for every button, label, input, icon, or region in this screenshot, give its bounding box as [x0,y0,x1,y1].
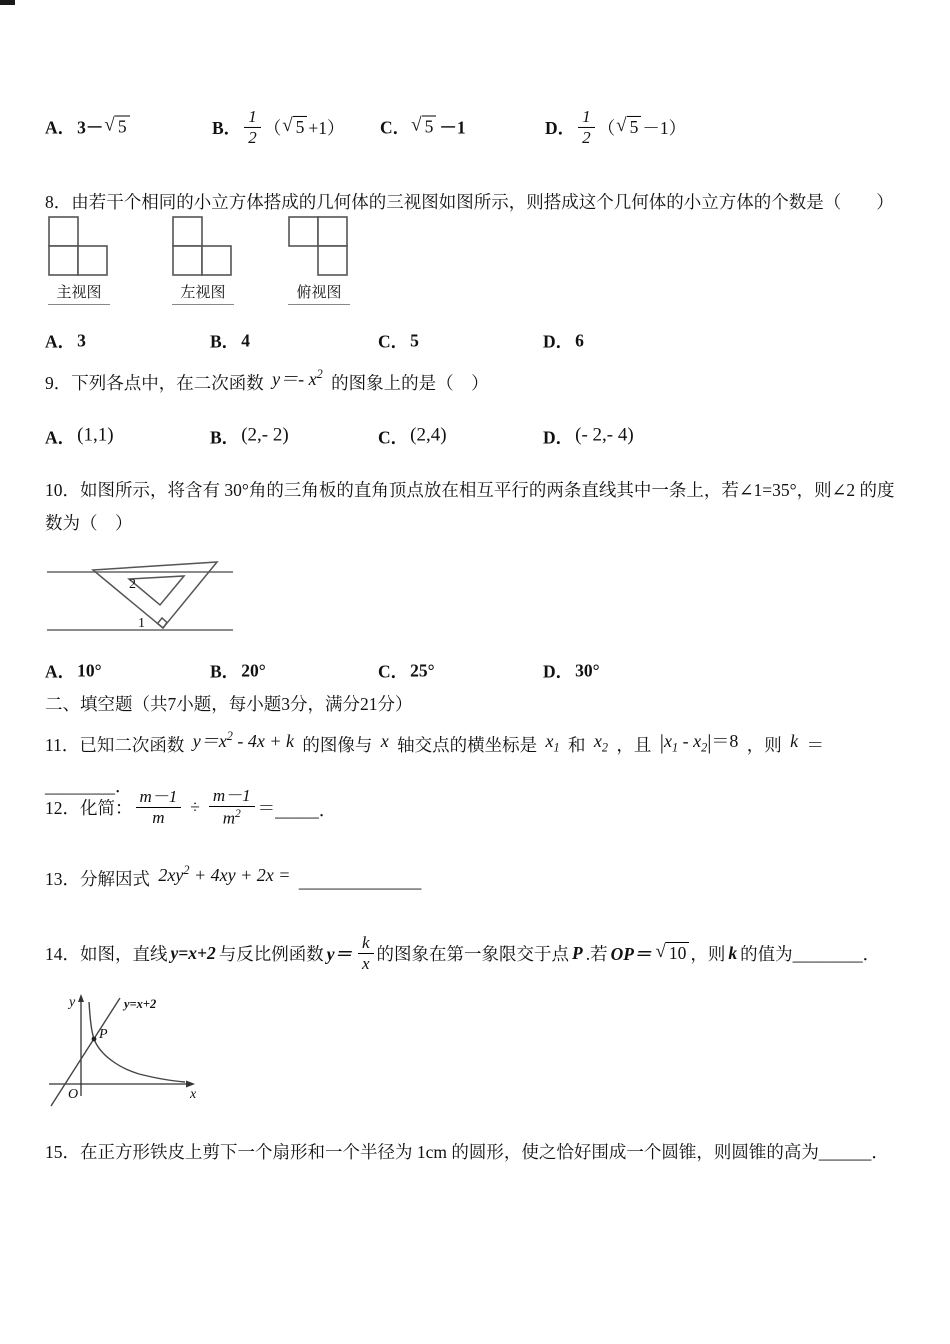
sqrt-expression [282,116,307,139]
expr: + 4xy + 2x = [189,865,295,885]
cube-face [78,246,107,275]
cube-face [173,246,202,275]
option-label: A． [45,661,76,682]
q10-figure [45,552,240,647]
cube-face [202,246,231,275]
equals-minus: ＝- [280,369,309,389]
q7-option-a [45,115,131,140]
option-label: B． [210,331,240,352]
q8-option-d [543,329,584,354]
q10-option-c [378,659,435,684]
angle-1-label: 1 [138,616,145,631]
right-angle-mark [158,618,168,628]
option-value: 10° [77,660,102,681]
q11-formula-1 [193,731,294,751]
option-value: (1,1) [77,424,114,445]
option-label: B． [212,117,242,138]
section2-header: 二、填空题（共7小题，每小题3分，满分21分） [45,694,413,714]
q13-pre: 13．分解因式 [45,869,150,889]
numerator: m－1 [209,786,255,807]
cube-face [173,217,202,246]
fraction-2 [209,786,255,828]
q9-option-a [45,425,114,450]
q8-top-view [288,216,350,305]
option-label: C． [378,331,409,352]
option-label: D． [545,117,576,138]
var-x: x [308,369,317,389]
q9-text [45,366,907,400]
option-label: D． [543,331,574,352]
exponent: 2 [235,806,241,820]
sqrt-expression [411,116,436,139]
q8-option-a [45,329,86,354]
q9-options-row [0,420,950,454]
q9-option-b [210,425,289,450]
var-p: P [572,942,583,963]
sqrt-expression [655,942,689,965]
q11-abs-expression [659,730,739,755]
radicand: 5 [293,116,308,139]
var-x2 [593,731,608,755]
fraction [244,107,261,147]
fraction-k-x [358,933,374,973]
var: x [693,731,702,751]
option-label: D． [543,661,574,682]
angle-2-label: 2 [129,577,136,592]
q10-option-b [210,659,266,684]
q14-mid2: 的图象在第一象限交于点 [376,943,570,964]
option-value: (- 2,- 4) [575,424,634,445]
radical-icon: √ [655,940,666,962]
radical-icon: √ [104,114,115,136]
top-view-figure [288,216,350,278]
y-axis-label: y [69,995,76,1010]
line-label: y=x+2 [124,997,157,1011]
option-label: C． [378,661,409,682]
subscript: 1 [671,740,679,755]
option-value: 6 [575,330,584,351]
option-label: C． [378,427,409,448]
radicand: 5 [422,116,437,139]
option-text: +1） [308,117,345,138]
var-y: y [272,369,281,389]
option-value: 3 [77,330,86,351]
hyperbola-curve [89,1002,185,1082]
cube-face [49,217,78,246]
q8-option-b [210,329,250,354]
q9-formula [272,369,323,389]
option-value: 25° [410,660,435,681]
fraction [578,107,595,147]
option-value: 5 [410,330,419,351]
front-view-figure [48,216,110,278]
cube-face [318,217,347,246]
var: x [545,731,554,751]
paren-open: （ [263,117,282,138]
exponent: 2 [316,367,323,381]
option-label: C． [380,117,411,138]
sqrt-expression [616,116,641,139]
q9-text-pre: 9．下列各点中，在二次函数 [45,373,264,393]
radical-icon: √ [411,114,422,136]
denominator [220,807,244,828]
denominator: 2 [248,127,257,147]
origin-label: O [68,1087,79,1102]
side-view-label: 左视图 [172,281,234,305]
q9-option-d [543,425,634,450]
side-view-figure [172,216,234,278]
q14-mid3: .若 [585,943,608,964]
front-view-label: 主视图 [48,281,110,305]
denominator: x [362,953,370,973]
option-value: 30° [575,660,600,681]
q10-option-a [45,659,102,684]
option-value: 4 [241,330,250,351]
q7-option-d [545,107,686,147]
q13-formula [158,865,295,885]
subscript: 2 [701,740,708,755]
cube-face [318,246,347,275]
option-value: 20° [241,660,266,681]
q8-text: 8．由若干个相同的小立方体搭成的几何体的三视图如图所示，则搭成这个几何体的小立方体的个数是（ ） [45,192,894,212]
q13-text [45,862,907,896]
radicand: 5 [627,116,642,139]
var: x [593,731,602,751]
expr: - 4x + k [232,731,294,751]
paren-open: （ [597,117,616,138]
q14-mid1: 与反比例函数 [218,943,324,964]
q14-text [45,924,880,982]
radical-icon: √ [282,114,293,136]
exponent: 2 [183,863,190,877]
triangle-inner [129,576,184,605]
q7-options-row [0,96,950,158]
scan-artifact [0,0,15,5]
q8-side-view [172,216,234,305]
q11-mid4: ，则 [746,735,782,755]
minus: - [678,731,694,751]
q9-option-c [378,425,447,450]
q11-mid3: ，且 [616,735,652,755]
radical-icon: √ [616,114,627,136]
cube-face [49,246,78,275]
q13-blank: ______________ [298,871,422,891]
option-label: A． [45,117,76,138]
top-view-label: 俯视图 [288,281,350,305]
q11-mid2: 轴交点的横坐标是 [397,735,538,755]
option-label: B． [210,661,240,682]
var-m: m [222,808,236,828]
q9-text-post: 的图象上的是（ ） [331,373,489,393]
q10-option-d [543,659,600,684]
equals: ＝ [257,797,276,818]
option-value: (2,- 2) [241,424,289,445]
q12-pre: 12．化简： [45,797,133,818]
denominator: m [152,807,165,827]
option-label: A． [45,427,76,448]
q10-figure-wrap [45,552,240,652]
expr: y＝x [192,731,227,751]
y-axis-arrow-icon [78,994,84,1002]
var-k: k [790,731,799,751]
q14-post2: 的值为________． [740,943,881,964]
line-equation: y=x+2 [170,942,216,963]
q11-pre: 11．已知二次函数 [45,735,185,755]
q12-blank: _____． [275,799,337,820]
option-value: (2,4) [410,424,447,445]
option-label: B． [210,427,240,448]
q15-text: 15．在正方形铁皮上剪下一个扇形和一个半径为 1cm 的圆形，使之恰好围成一个圆锥，则圆锥的高为______． [45,1142,889,1162]
q11-mid1: 的图像与 [302,735,373,755]
q7-option-b [212,107,345,147]
q14-figure-wrap [45,992,203,1119]
q14-post1: ，则 [690,943,726,964]
q11-and: 和 [567,735,586,755]
sqrt-expression [104,116,129,139]
fraction-1 [136,787,182,827]
numerator: 1 [578,107,595,128]
q12-text [45,780,336,834]
option-text: －1） [642,117,687,138]
abs-bar: | [707,730,712,754]
q14-pre: 14．如图，直线 [45,943,168,964]
exponent: 2 [226,729,233,743]
subscript: 1 [553,740,560,755]
numerator: m－1 [136,787,182,808]
option-text: 3－ [77,117,104,138]
q11-blank: ＝________． [45,735,825,797]
numerator: 1 [244,107,261,128]
var-k: k [728,942,738,963]
cube-face [289,217,318,246]
numerator: k [358,933,374,954]
q10-text: 10．如图所示，将含有 30°角的三角板的直角顶点放在相互平行的两条直线其中一条上，若∠1=35°，则∠2 的度数为（ ） [45,480,895,534]
q10-options-row [0,656,950,686]
var: x [663,731,672,751]
point-p-label: P [99,1027,108,1042]
expr: 2xy [158,865,184,885]
divide-icon: ÷ [190,796,200,817]
var-x: x [380,731,389,751]
radicand: 10 [666,942,690,965]
q8-options-row [0,326,950,356]
op-equals: OP＝ [610,943,652,964]
var-y-equals: y＝ [326,943,352,964]
q7-option-c [380,115,466,140]
radicand: 5 [115,116,130,139]
line-y-equals-x-plus-2 [51,998,120,1106]
denominator: 2 [582,127,591,147]
option-label: A． [45,331,76,352]
equals-8: ＝8 [711,731,739,751]
q8-front-view [48,216,110,305]
option-text: －1 [439,117,466,138]
q14-figure [45,992,203,1114]
point-p-dot [92,1037,97,1042]
var-x1 [545,731,560,755]
option-label: D． [543,427,574,448]
subscript: 2 [601,740,608,755]
q8-option-c [378,329,419,354]
x-axis-label: x [190,1087,197,1102]
abs-bar: | [659,730,664,754]
